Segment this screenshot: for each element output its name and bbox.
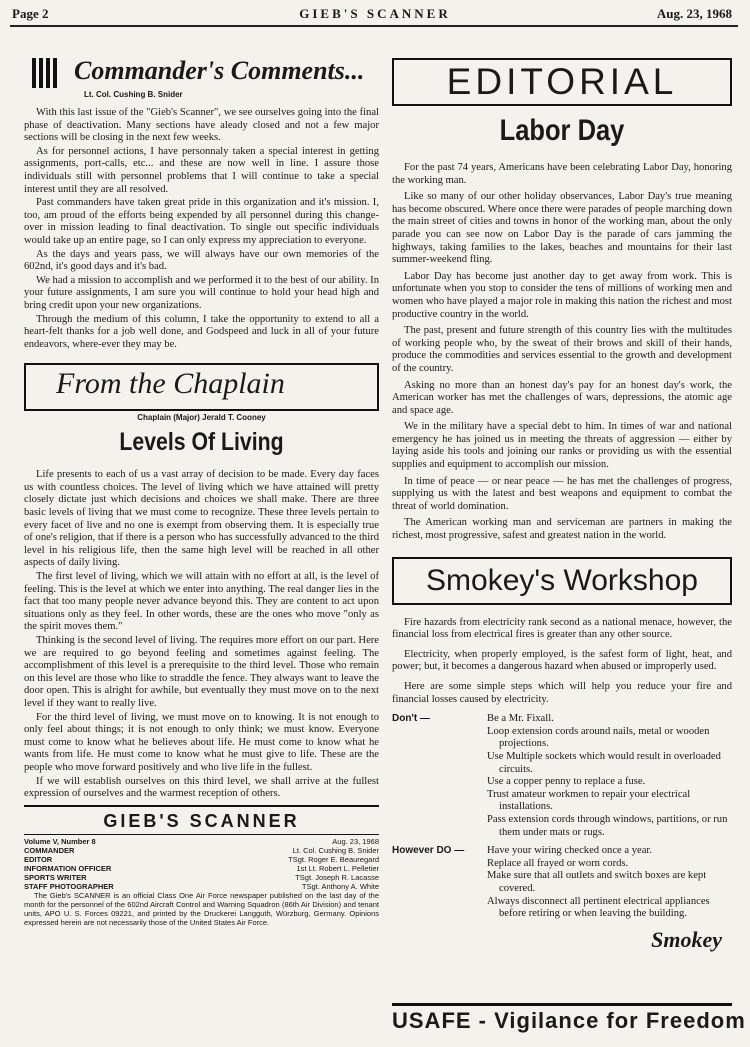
- paragraph: Here are some simple steps which will help you reduce your fire and financial losses caused by electricity.: [392, 681, 732, 705]
- commander-header: [24, 50, 379, 88]
- commander-title: Commander's Comments...: [74, 56, 365, 85]
- paragraph: In time of peace — or near peace — he has met the challenges of progress, supplying us with the latest and best weapons and equipment to combat the threat of world domination.: [392, 475, 732, 512]
- paragraph: Labor Day has become just another day to get away from work. This is unfortunate when you stop to consider the tens of millions of working men and women who have played a major role in making this nation the richest and most productive country in the world.: [392, 270, 732, 320]
- staff-note: The Gieb's SCANNER is an official Class One Air Force newspaper published on the last day of the month for the personnel of the 602nd Aircraft Control and Warning Squadron (86th Air Division) and tenant units, APO U. S. Forces 09221, and printed by the Druckerei Langguth, Würzburg, Germany. Opinions expressed herein are not necessarily those of the United States Air Force.: [24, 890, 379, 927]
- usafe-banner: USAFE - Vigilance for Freedom: [392, 1008, 746, 1033]
- do-list: [392, 845, 732, 921]
- list-item: Replace all frayed or worn cords.: [487, 857, 629, 869]
- paragraph: Fire hazards from electricity rank second as a national menace, however, the financial loss from electrical fires is greater than any other source.: [392, 616, 732, 641]
- list-item: Loop extension cords around nails, metal or wooden projections.: [487, 725, 710, 750]
- staff-person: Aug. 23, 1968: [332, 836, 379, 846]
- page-number: Page 2: [12, 6, 49, 21]
- staff-role: STAFF PHOTOGRAPHER: [24, 881, 114, 891]
- commander-body: [24, 107, 379, 351]
- paragraph: Electricity, when properly employed, is the safest form of light, heat, and power; but, it becomes a dangerous hazard when abused or improperly used.: [392, 648, 732, 673]
- left-column: [24, 50, 379, 927]
- staff-row: [24, 855, 379, 864]
- staff-person: TSgt. Roger E. Beauregard: [288, 854, 379, 864]
- paper-name: GIEB'S SCANNER: [299, 6, 451, 21]
- list-item: Have your wiring checked once a year.: [487, 845, 653, 857]
- staff-row: [24, 864, 379, 873]
- staff-person: Lt. Col. Cushing B. Snider: [292, 845, 379, 855]
- chaplain-body: [24, 469, 379, 800]
- list-item: Always disconnect all pertinent electrical appliances before retiring or when leaving the building.: [487, 895, 710, 920]
- staff-row: [24, 846, 379, 855]
- dont-list: [392, 713, 732, 839]
- chaplain-header: [24, 363, 379, 411]
- staff-row: [24, 837, 379, 846]
- paragraph: If we will establish ourselves on this third level, we shall arrive at the fullest expression of ourselves and the warmest reception of others.: [24, 775, 379, 800]
- staff-role: SPORTS WRITER: [24, 872, 87, 882]
- right-column: [392, 58, 732, 953]
- staff-person: TSgt. Anthony A. White: [301, 881, 379, 891]
- paragraph: For the past 74 years, Americans have been celebrating Labor Day, honoring the working man.: [392, 162, 732, 186]
- staff-box-rule: [24, 805, 379, 807]
- paragraph: Past commanders have taken great pride in this organization and it's mission. I, too, am proud of the efforts being expended by all personnel during this change-over in mission leading to final deactivation. To single out specific individuals would take up an entire page, so I can only express my appreciation to everyone.: [24, 197, 379, 246]
- staff-person: TSgt. Joseph R. Lacasse: [295, 872, 379, 882]
- paragraph: Life presents to each of us a vast array of decision to be made. Every day faces us with countless choices. The level of living which we have attained will pretty closely dictate just which decisions and choices we shall make. There are three basic levels of living that we must come to recognize. These three levels pertain to every facet of live and no one is exempt from observing them. It is especially true of one's religion, that if there is a person who has successfully advanced to the third level in his religious life, then the same high level will be reached in all other aspects of daily living.: [24, 469, 379, 569]
- staff-row: [24, 873, 379, 882]
- editorial-header: [392, 58, 732, 106]
- dont-label: Don't —: [392, 713, 430, 725]
- chaplain-byline: Chaplain (Major) Jerald T. Cooney: [137, 413, 266, 423]
- list-item: Trust amateur workmen to repair your electrical installations.: [487, 788, 691, 813]
- staff-box-rule: [24, 834, 379, 835]
- commander-byline: Lt. Col. Cushing B. Snider: [84, 90, 183, 99]
- staff-role: INFORMATION OFFICER: [24, 863, 112, 873]
- paragraph: Through the medium of this column, I take the opportunity to extend to all a heart-felt thanks for a job well done, and Godspeed and luck in all of your future endeavors, where-ever they may be.: [24, 313, 379, 350]
- staff-row: [24, 882, 379, 891]
- paragraph: With this last issue of the "Gieb's Scanner", we see ourselves going into the final phase of deactivation. Many sections have aleady closed and not a few major sections will be closing in the next few weeks.: [24, 107, 379, 144]
- masthead-rule: [10, 25, 738, 27]
- list-item: Use a copper penny to replace a fuse.: [487, 776, 646, 788]
- smokey-header: [392, 557, 732, 605]
- do-label: However DO —: [392, 845, 465, 857]
- list-item: Pass extension cords through windows, partitions, or run them under mats or rugs.: [487, 813, 728, 838]
- editorial-title: EDITORIAL: [446, 61, 678, 102]
- staff-role: EDITOR: [24, 854, 53, 864]
- paragraph: We in the military have a special debt to him. In times of war and national emergency he has joined us in meeting the threats of aggression — either by laying aside his tools and joining our ranks or providing us with the essential supplies and equipment to accomplish our mission.: [392, 421, 732, 471]
- paragraph: The past, present and future strength of this country lies with the multitudes of working people who, by the sweat of their brows and skill of their hands, produce the commodities and services essential to the growth and development of the country.: [392, 325, 732, 374]
- paragraph: Like so many of our other holiday observances, Labor Day's true meaning has become obscured. Where once there were parades of people marching down the main street of cities and towns in honor of the working man, about the only parade you can see now on Labor Day is the parade of cars jamming the highways, taking families to the lakes, beaches and mountains for their last summer-weekend fling.: [392, 191, 732, 266]
- list-item: Be a Mr. Fixall.: [487, 713, 554, 725]
- paragraph: Thinking is the second level of living. The requires more effort on our part. Here we are required to go beyond feeling and sometimes against feeling. The accomplishment of this level is a prerequisite to the third level. Those who remain on this level are those who like to straddle the fence. They always want to leave the door open. This is alright for awhile, but eventually they must move on to the next level if they want to really live.: [24, 635, 379, 709]
- list-item: Use Multiple sockets which would result in overloaded circuits.: [487, 750, 721, 775]
- chaplain-title: From the Chaplain: [56, 367, 285, 401]
- smokey-title: Smokey's Workshop: [426, 563, 698, 597]
- paragraph: The American working man and serviceman are partners in making the richest, most progressive, safest and greatest nation in the world.: [392, 517, 732, 542]
- paragraph: The first level of living, which we will attain with no effort at all, is the level of feeling. This is the level at which we enter into anything. The real danger lies in the fact that too many people never advance beyond this. They are content to act upon situations only as they feel. In other words, these are the ones who move "only as the spirit moves them.": [24, 571, 379, 633]
- editorial-body: [392, 162, 732, 543]
- staff-person: 1st Lt. Robert L. Pelletier: [296, 863, 379, 873]
- paragraph: We had a mission to accomplish and we performed it to the best of our ability. In your future assignments, I am sure you will continue to hold your head high and bring credit upon your new organizations.: [24, 274, 379, 311]
- paragraph: Asking no more than an honest day's pay for an honest day's work, the American worker has met the challenges of wars, depressions, the atomic age and space age.: [392, 379, 732, 416]
- list-item: Make sure that all outlets and switch boxes are kept covered.: [487, 870, 707, 894]
- paragraph: As the days and years pass, we will always have our own memories of the 602nd, it's good days and it's bad.: [24, 248, 379, 273]
- paragraph: For the third level of living, we must move on to knowing. It is not enough to only feel about things; it is not enough to only think; we must know. Everyone must come to know what he believes about life. He must come to know what he wants from life. He must come to know what he must give to life. These are the people who move forward positively and who live life in the fullest.: [24, 711, 379, 773]
- staff-list: [24, 837, 379, 891]
- staff-role: COMMANDER: [24, 845, 75, 855]
- staff-box-title: GIEB'S SCANNER: [103, 810, 300, 831]
- levels-of-living-title: Levels Of Living: [119, 428, 284, 457]
- banner-rule: [392, 1003, 732, 1006]
- staff-role: Volume V, Number 8: [24, 836, 96, 846]
- issue-date: Aug. 23, 1968: [656, 6, 732, 21]
- smokey-signature: Smokey: [651, 926, 722, 952]
- paragraph: As for personnel actions, I have personnaly taken a special interest in getting assignments, port-calls, etc... and these are now well in line. I assure those individuals still with personnel problems that I will continue to take a special interest until they are all resolved.: [24, 145, 379, 195]
- smokey-body: [392, 617, 732, 707]
- commander-bars-icon: [32, 58, 62, 88]
- labor-day-title: Labor Day: [499, 114, 625, 147]
